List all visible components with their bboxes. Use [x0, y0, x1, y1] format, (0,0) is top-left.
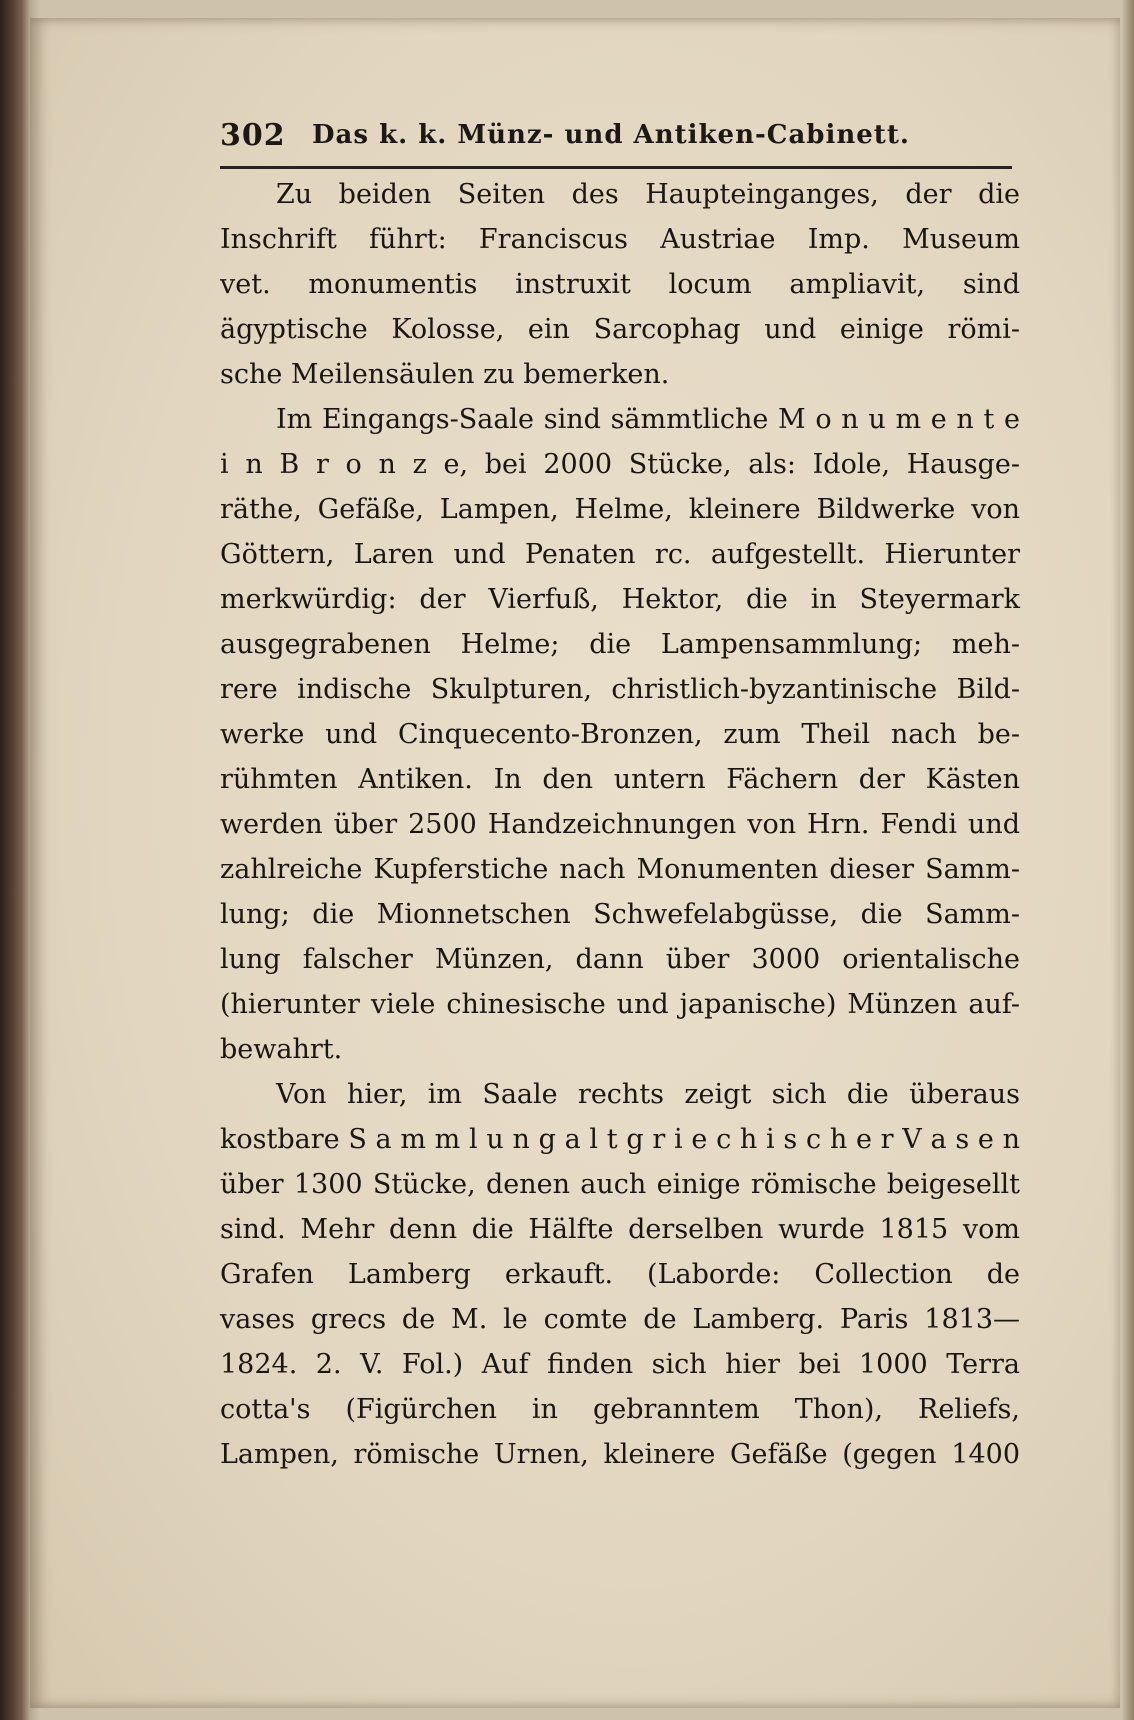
running-head: Das k. k. Münz- und Antiken-Cabinett. — [312, 120, 910, 150]
text-line: über 1300 Stücke, denen auch einige römische beigesellt — [220, 1169, 1020, 1200]
text-line: Göttern, Laren und Penaten rc. aufgestellt. Hierunter — [220, 539, 1020, 570]
text-line: Lampen, römische Urnen, kleinere Gefäße (gegen 1400 — [220, 1439, 1020, 1470]
body-text — [220, 172, 1020, 1477]
page-number: 302 — [220, 118, 286, 153]
text-line: Inschrift führt: Franciscus Austriae Imp. Museum — [220, 224, 1020, 255]
text-line: räthe, Gefäße, Lampen, Helme, kleinere Bildwerke von — [220, 494, 1020, 525]
header-rule — [220, 166, 1012, 169]
text-line: 1824. 2. V. Fol.) Auf finden sich hier bei 1000 Terra — [220, 1349, 1020, 1380]
text-line: kostbare S a m m l u n g a l t g r i e c h i s c h e r V a s e n — [220, 1124, 1020, 1155]
text-line: vases grecs de M. le comte de Lamberg. Paris 1813— — [220, 1304, 1020, 1335]
text-line: ägyptische Kolosse, ein Sarcophag und einige römi- — [220, 314, 1020, 345]
text-line: Von hier, im Saale rechts zeigt sich die überaus — [276, 1079, 1020, 1110]
text-line: sind. Mehr denn die Hälfte derselben wurde 1815 vom — [220, 1214, 1020, 1245]
text-line: cotta's (Figürchen in gebranntem Thon), Reliefs, — [220, 1394, 1020, 1425]
text-line: ausgegrabenen Helme; die Lampensammlung; meh- — [220, 629, 1020, 660]
page-header — [220, 118, 1012, 162]
text-line: rühmten Antiken. In den untern Fächern der Kästen — [220, 764, 1020, 795]
text-line: zahlreiche Kupferstiche nach Monumenten dieser Samm- — [220, 854, 1020, 885]
text-line: merkwürdig: der Vierfuß, Hektor, die in Steyermark — [220, 584, 1020, 615]
text-line: werden über 2500 Handzeichnungen von Hrn. Fendi und — [220, 809, 1020, 840]
text-line: sche Meilensäulen zu bemerken. — [220, 359, 670, 390]
text-line: werke und Cinquecento-Bronzen, zum Theil nach be- — [220, 719, 1020, 750]
page-edge — [1122, 0, 1134, 1720]
text-line: bewahrt. — [220, 1034, 343, 1065]
text-line: lung falscher Münzen, dann über 3000 orientalische — [220, 944, 1020, 975]
text-line: Zu beiden Seiten des Haupteinganges, der die — [276, 179, 1020, 210]
text-line: lung; die Mionnetschen Schwefelabgüsse, die Samm- — [220, 899, 1020, 930]
paragraph-1 — [220, 172, 1020, 397]
text-line: Im Eingangs-Saale sind sämmtliche M o n u m e n t e — [276, 404, 1020, 435]
paragraph-3 — [220, 1072, 1020, 1477]
text-line: vet. monumentis instruxit locum ampliavit, sind — [220, 269, 1020, 300]
text-line: i n B r o n z e, bei 2000 Stücke, als: Idole, Hausge- — [220, 449, 1020, 480]
text-line: Grafen Lamberg erkauft. (Laborde: Collection de — [220, 1259, 1020, 1290]
text-line: (hierunter viele chinesische und japanische) Münzen auf- — [220, 989, 1020, 1020]
paragraph-2 — [220, 397, 1020, 1072]
text-line: rere indische Skulpturen, christlich-byzantinische Bild- — [220, 674, 1020, 705]
